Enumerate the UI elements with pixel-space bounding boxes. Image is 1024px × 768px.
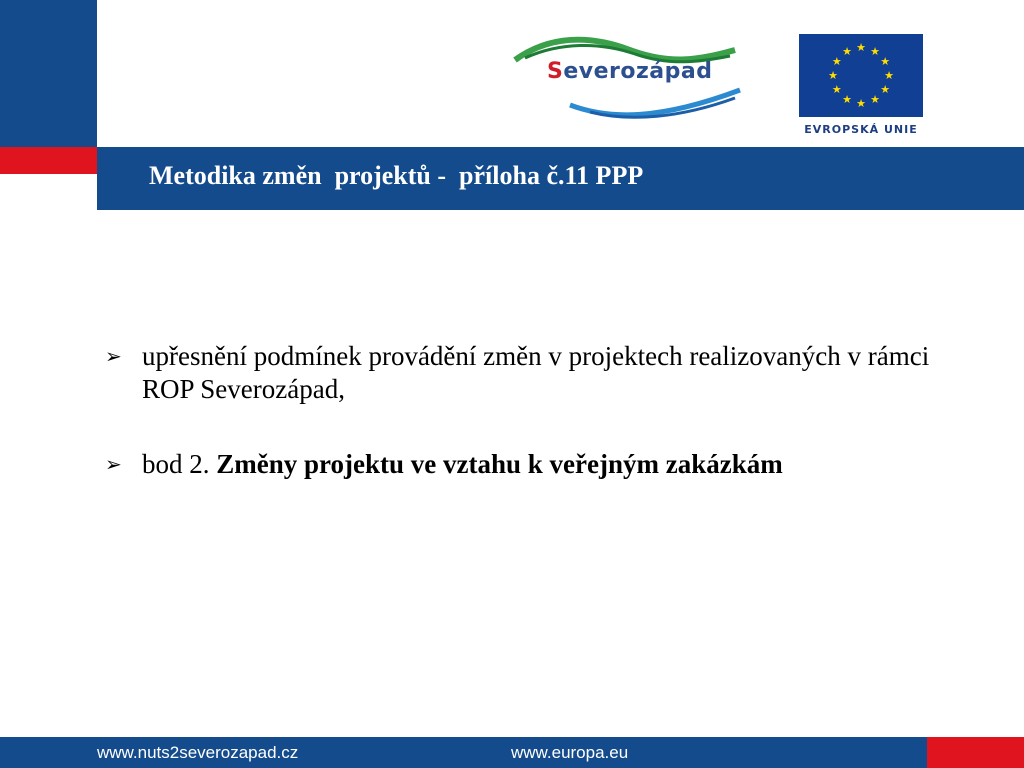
left-accent-white <box>0 174 97 210</box>
footer-link-nuts2[interactable]: www.nuts2severozapad.cz <box>97 743 299 762</box>
eu-star-icon: ★ <box>828 70 838 82</box>
eu-star-icon: ★ <box>870 45 880 58</box>
eu-star-icon: ★ <box>880 56 891 68</box>
slide-content <box>105 340 985 481</box>
slide-title: Metodika změn projektů - příloha č.11 PPP <box>149 161 644 190</box>
footer-bar <box>0 737 1024 768</box>
eu-star-icon: ★ <box>856 98 866 110</box>
bullet-item <box>105 340 985 406</box>
severozapad-logo-rest: everozápad <box>563 59 713 84</box>
eu-logo <box>796 34 926 138</box>
eu-stars <box>799 34 923 117</box>
title-band <box>97 147 1024 210</box>
eu-star-icon: ★ <box>856 42 866 54</box>
eu-star-icon: ★ <box>831 84 842 96</box>
eu-caption: EVROPSKÁ UNIE <box>804 123 918 136</box>
bullet-prefix: bod 2. <box>142 449 217 479</box>
footer-link-europa[interactable]: www.europa.eu <box>511 743 629 762</box>
arrow-bullet-icon: ➢ <box>105 344 122 368</box>
eu-star-icon: ★ <box>842 94 852 107</box>
footer-accent-red <box>927 737 1024 768</box>
eu-star-icon: ★ <box>831 56 842 68</box>
eu-star-icon: ★ <box>880 84 891 96</box>
left-accent-blue <box>0 0 97 147</box>
eu-star-icon: ★ <box>870 94 880 107</box>
bullet-bold-text: Změny projektu ve vztahu k veřejným zakázkám <box>216 449 783 479</box>
eu-star-icon: ★ <box>842 45 852 58</box>
left-accent-red <box>0 147 97 174</box>
bullet-item <box>105 448 985 481</box>
severozapad-logo-text: Severozápad <box>547 59 713 84</box>
eu-flag <box>799 34 923 117</box>
eu-star-icon: ★ <box>884 70 894 82</box>
arrow-bullet-icon: ➢ <box>105 452 122 476</box>
severozapad-logo <box>510 30 745 125</box>
bullet-text: upřesnění podmínek provádění změn v projektech realizovaných v rámci ROP Severozápad, <box>142 341 930 404</box>
